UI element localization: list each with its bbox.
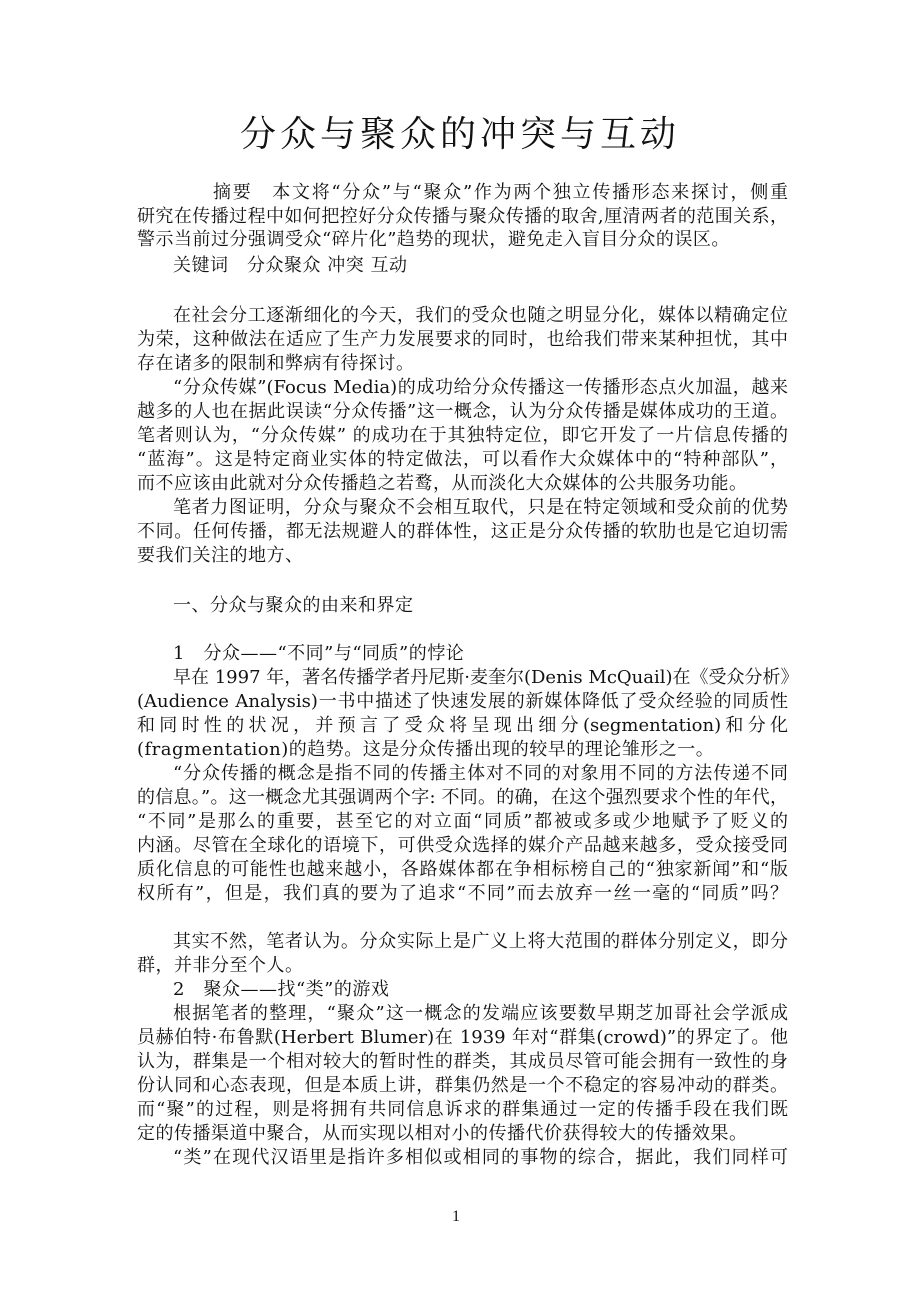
text-line: 而不应该由此就对分众传播趋之若鹜，从而淡化大众媒体的公共服务功能。 xyxy=(137,473,748,494)
text-line: (fragmentation)的趋势。这是分众传播出现的较早的理论雏形之一。 xyxy=(137,739,715,760)
text-line: 份认同和心态表现，但是本质上讲，群集仍然是一个不稳定的容易冲动的群类。 xyxy=(137,1075,788,1096)
text-line: 越多的人也在据此误读“分众传播”这一概念，认为分众传播是媒体成功的王道。 xyxy=(137,401,788,422)
subsection-heading: 1 分众——“不同”与“同质”的悖论 xyxy=(173,643,465,664)
text-line: “分众传播的概念是指不同的传播主体对不同的对象用不同的方法传递不同 xyxy=(173,763,788,784)
text-line: 权所有”，但是，我们真的要为了追求“不同”而去放弃一丝一毫的“同质”吗？ xyxy=(137,883,788,904)
text-line: “类”在现代汉语里是指许多相似或相同的事物的综合，据此，我们同样可 xyxy=(173,1147,788,1168)
text-line: “分众传媒”(Focus Media)的成功给分众传播这一传播形态点火加温，越来 xyxy=(173,377,788,398)
text-line: 质化信息的可能性也越来越小，各路媒体都在争相标榜自己的“独家新闻”和“版 xyxy=(137,859,788,880)
text-line: “不同”是那么的重要，甚至它的对立面“同质”都被或多或少地赋予了贬义的 xyxy=(137,811,788,832)
text-line: 和同时性的状况，并预言了受众将呈现出细分(segmentation)和分化 xyxy=(137,715,788,736)
text-line: 在社会分工逐渐细化的今天，我们的受众也随之明显分化，媒体以精确定位 xyxy=(173,305,788,326)
text-line: 早在 1997 年，著名传播学者丹尼斯·麦奎尔(Denis McQuail)在《受众分析》 xyxy=(173,667,799,688)
section-heading: 一、分众与聚众的由来和界定 xyxy=(173,595,414,616)
abstract-line: 研究在传播过程中如何把控好分众传播与聚众传播的取舍,厘清两者的范围关系， xyxy=(137,206,788,227)
text-line: 员赫伯特·布鲁默(Herbert Blumer)在 1939 年对“群集(crowd)”的界定了。他 xyxy=(137,1027,788,1048)
text-line: “蓝海”。这是特定商业实体的特定做法，可以看作大众媒体中的“特种部队”， xyxy=(137,449,788,470)
keywords: 关键词 分众聚众 冲突 互动 xyxy=(173,255,408,276)
text-line: 根据笔者的整理，“聚众”这一概念的发端应该要数早期芝加哥社会学派成 xyxy=(173,1003,788,1024)
text-line: 认为，群集是一个相对较大的暂时性的群类，其成员尽管可能会拥有一致性的身 xyxy=(137,1051,788,1072)
text-line: 定的传播渠道中聚合，从而实现以相对小的传播代价获得较大的传播效果。 xyxy=(137,1123,748,1144)
abstract-line: 警示当前过分强调受众“碎片化”趋势的现状，避免走入盲目分众的误区。 xyxy=(137,229,730,250)
text-line: 不同。任何传播，都无法规避人的群体性，这正是分众传播的软肋也是它迫切需 xyxy=(137,521,788,542)
text-line: 其实不然，笔者认为。分众实际上是广义上将大范围的群体分别定义，即分 xyxy=(173,931,788,952)
text-line: 的信息。”。这一概念尤其强调两个字: 不同。的确，在这个强烈要求个性的年代， xyxy=(137,787,788,808)
text-line: (Audience Analysis)一书中描述了快速发展的新媒体降低了受众经验的同质性 xyxy=(137,691,788,712)
page-number: 1 xyxy=(452,1208,460,1225)
text-line: 要我们关注的地方、 xyxy=(137,545,304,566)
text-line: 而“聚”的过程，则是将拥有共同信息诉求的群集通过一定的传播手段在我们既 xyxy=(137,1099,788,1120)
text-line: 群，并非分至个人。 xyxy=(137,955,304,976)
text-line: 存在诸多的限制和弊病有待探讨。 xyxy=(137,353,415,374)
text-line: 笔者则认为，“分众传媒” 的成功在于其独特定位，即它开发了一片信息传播的 xyxy=(137,425,788,446)
text-line: 内涵。尽管在全球化的语境下，可供受众选择的媒介产品越来越多，受众接受同 xyxy=(137,835,788,856)
subsection-heading: 2 聚众——找“类”的游戏 xyxy=(173,979,390,1000)
document-title: 分众与聚众的冲突与互动 xyxy=(239,114,680,155)
text-line: 为荣，这种做法在适应了生产力发展要求的同时，也给我们带来某种担忧，其中 xyxy=(137,329,788,350)
abstract-line: 摘要 本文将“分众”与“聚众”作为两个独立传播形态来探讨，侧重 xyxy=(213,182,788,203)
text-line: 笔者力图证明，分众与聚众不会相互取代，只是在特定领域和受众前的优势 xyxy=(173,497,788,518)
